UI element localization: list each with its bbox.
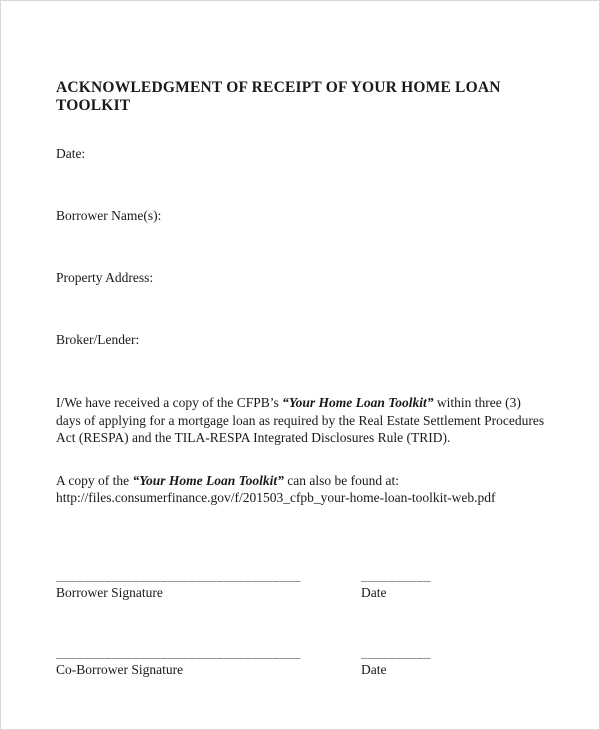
borrower-date-block (361, 569, 511, 601)
toolkit-url: http://files.consumerfinance.gov/f/201503_cfpb_your-home-loan-toolkit-web.pdf (56, 490, 496, 505)
borrower-signature-block (56, 569, 361, 601)
page-title: ACKNOWLEDGMENT OF RECEIPT OF YOUR HOME LOAN TOOLKIT (56, 79, 501, 114)
borrower-signature-label: Borrower Signature (56, 584, 163, 600)
field-label-broker-lender: Broker/Lender: (56, 332, 140, 347)
field-label-property-address: Property Address: (56, 270, 154, 285)
co-borrower-date-label: Date (361, 661, 387, 677)
acknowledgment-text-2: within three (3) days of applying for a mortgage loan as required by the Real Estate Settlement Procedures Act (RESPA) and the TILA-RESPA Integrated Disclosures Rule (TRID). (56, 395, 545, 445)
copy-line-text-2: can also be found at: (283, 472, 399, 488)
toolkit-name-emphasis: “Your Home Loan Toolkit” (282, 395, 434, 410)
copy-line-text-1: A copy of the (56, 472, 133, 488)
co-borrower-date-block (361, 646, 511, 678)
co-borrower-signature-block (56, 646, 361, 678)
toolkit-copy-paragraph (56, 472, 547, 507)
acknowledgment-text-1: I/We have received a copy of the CFPB’s (56, 395, 283, 410)
co-borrower-date-line: __________ (361, 645, 431, 659)
field-label-borrower-names: Borrower Name(s): (56, 208, 162, 223)
field-label-date: Date: (56, 146, 86, 161)
borrower-signature-row (56, 569, 547, 601)
signature-section (56, 569, 547, 678)
toolkit-name-emphasis-2: “Your Home Loan Toolkit” (132, 472, 284, 488)
acknowledgment-paragraph (56, 394, 547, 447)
document-content (1, 1, 599, 678)
borrower-date-line: __________ (361, 568, 431, 582)
co-borrower-signature-label: Co-Borrower Signature (56, 661, 184, 677)
co-borrower-signature-line: ___________________________________ (56, 645, 301, 659)
borrower-date-label: Date (361, 584, 387, 600)
borrower-signature-line: ___________________________________ (56, 568, 301, 582)
co-borrower-signature-row (56, 646, 547, 678)
